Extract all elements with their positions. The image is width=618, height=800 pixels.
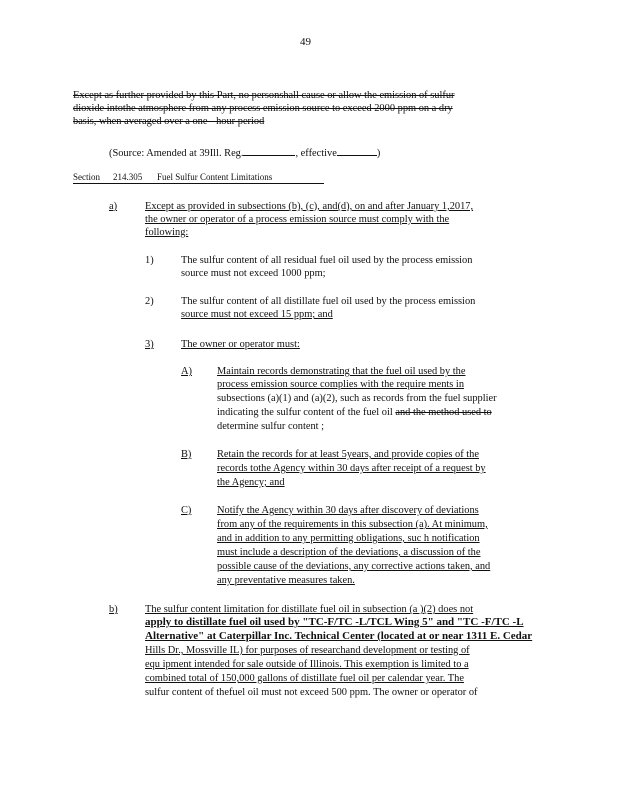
item-b-line-2: apply to distillate fuel oil used by "TC-F/TC -L/TCL Wing 5" and "TC -F/TC -L — [145, 616, 524, 628]
item-A-label: A) — [181, 366, 192, 377]
item-B-line-1: Retain the records for at least 5years, and provide copies of the — [217, 449, 479, 460]
item-b-label: b) — [109, 604, 118, 615]
item-1-line-2: source must not exceed 1000 ppm; — [181, 268, 326, 279]
item-C-line-1: Notify the Agency within 30 days after discovery of deviations — [217, 505, 479, 516]
item-a-line-3: following: — [145, 227, 189, 238]
item-b-line-6: combined total of 150,000 gallons of distillate fuel oil per calendar year. The — [145, 673, 464, 684]
item-b-line-7: sulfur content of thefuel oil must not exceed 500 ppm. The owner or operator of — [145, 687, 478, 698]
item-a-line-1: Except as provided in subsections (b), (c), and(d), on and after January 1,2017, — [145, 201, 474, 212]
item-C-line-2: from any of the requirements in this subsection (a). At minimum, — [217, 519, 488, 530]
struck-paragraph-line-1: Except as further provided by this Part, no personshall cause or allow the emission of sulfur — [73, 90, 455, 101]
section-label: Section — [73, 172, 100, 182]
source-note-blank-1 — [243, 145, 295, 156]
item-A-line-3: subsections (a)(1) and (a)(2), such as records from the fuel supplier — [217, 393, 497, 404]
item-b-line-3-text: Alternative" at Caterpillar Inc. Technical Center (located at or near 1311 E. Cedar — [145, 630, 533, 642]
source-note-blank-2 — [337, 145, 377, 156]
item-b-line-4: Hills Dr., Mossville IL) for purposes of researchand development or testing of — [145, 645, 470, 656]
item-A-line-4-text: indicating the sulfur content of the fuel oil — [217, 407, 393, 418]
item-A-line-1: Maintain records demonstrating that the fuel oil used by the — [217, 366, 466, 377]
item-1-line-1: The sulfur content of all residual fuel oil used by the process emission — [181, 255, 473, 266]
item-a-line-2: the owner or operator of a process emission source must comply with the — [145, 214, 450, 225]
item-b-line-1: The sulfur content limitation for distillate fuel oil in subsection (a )(2) does not — [145, 604, 474, 615]
item-2-label: 2) — [145, 296, 154, 307]
item-C-label: C) — [181, 505, 192, 516]
item-B-label: B) — [181, 449, 192, 460]
item-3-text: The owner or operator must: — [181, 339, 300, 350]
item-b-line-5: equ ipment intended for sale outside of Illinois. This exemption is limited to a — [145, 659, 469, 670]
item-a-label: a) — [109, 201, 118, 212]
item-C-line-5: possible cause of the deviations, any corrective actions taken, and — [217, 561, 491, 572]
item-3-label: 3) — [145, 339, 154, 350]
item-B-line-3: the Agency; and — [217, 477, 285, 488]
source-note — [109, 145, 380, 160]
source-note-middle: , effective — [295, 148, 337, 159]
struck-paragraph-line-3: basis, when averaged over a one - hour period — [73, 116, 265, 127]
item-A-line-2: process emission source complies with the require ments in — [217, 379, 465, 390]
item-C-line-6: any preventative measures taken. — [217, 575, 355, 586]
item-A-struck-tail: and the method used to — [395, 407, 492, 418]
item-C-line-3: and in addition to any permitting obligations, suc h notification — [217, 533, 480, 544]
section-heading-rule — [73, 183, 324, 184]
struck-paragraph-line-2: dioxide intothe atmosphere from any process emission source to exceed 2000 ppm on a dry — [73, 103, 453, 114]
item-b-line-3 — [145, 630, 532, 643]
section-title: Fuel Sulfur Content Limitations — [157, 172, 273, 182]
item-C-line-4: must include a description of the deviations, a discussion of the — [217, 547, 481, 558]
source-note-suffix: ) — [376, 148, 381, 159]
page-number: 49 — [300, 36, 311, 48]
item-1-label: 1) — [145, 255, 154, 266]
item-A-line-4 — [217, 406, 492, 419]
section-number: 214.305 — [113, 172, 143, 182]
item-B-line-2: records tothe Agency within 30 days after receipt of a request by — [217, 463, 486, 474]
item-2-line-2: source must not exceed 15 ppm; and — [181, 309, 333, 320]
source-note-prefix: (Source: Amended at 39Ill. Reg. — [109, 148, 244, 159]
item-2-line-1: The sulfur content of all distillate fuel oil used by the process emission — [181, 296, 476, 307]
item-A-line-5: determine sulfur content ; — [217, 421, 325, 432]
